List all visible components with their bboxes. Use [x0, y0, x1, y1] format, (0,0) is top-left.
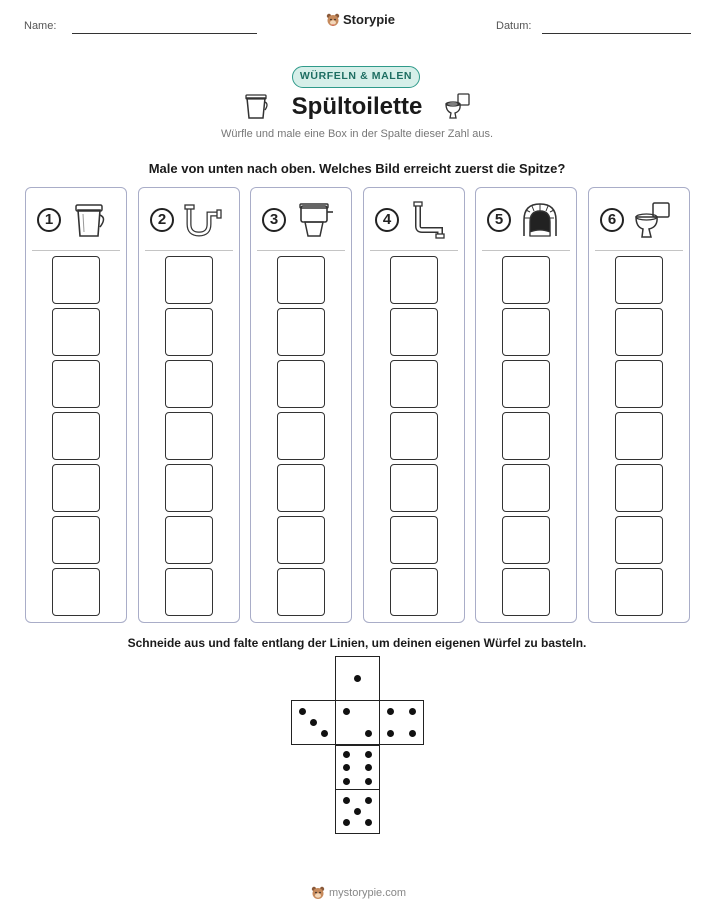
die-pip: [365, 819, 372, 826]
column-divider: [32, 250, 120, 251]
column-number: 5: [487, 208, 511, 232]
dice-column-5: [475, 187, 577, 623]
color-box[interactable]: [52, 256, 100, 304]
column-divider: [370, 250, 458, 251]
dice-column-1: [25, 187, 127, 623]
die-pip: [365, 730, 372, 737]
die-pip: [354, 808, 361, 815]
die-pip: [387, 730, 394, 737]
color-box[interactable]: [52, 516, 100, 564]
die-pip: [409, 730, 416, 737]
color-box[interactable]: [277, 516, 325, 564]
color-box[interactable]: [52, 568, 100, 616]
die-pip: [343, 778, 350, 785]
column-divider: [482, 250, 570, 251]
subtitle: Würfle und male eine Box in der Spalte dieser Zahl aus.: [220, 128, 494, 140]
die-face-5: [335, 789, 380, 834]
die-face-1: [335, 656, 380, 701]
color-box[interactable]: [165, 464, 213, 512]
color-box[interactable]: [165, 360, 213, 408]
name-label: Name:: [24, 20, 57, 32]
color-box[interactable]: [615, 308, 663, 356]
column-divider: [595, 250, 683, 251]
color-box[interactable]: [277, 308, 325, 356]
color-box[interactable]: [277, 412, 325, 460]
die-pip: [299, 708, 306, 715]
color-box[interactable]: [277, 256, 325, 304]
color-box[interactable]: [502, 568, 550, 616]
color-box[interactable]: [615, 464, 663, 512]
pipe-elbow-icon: [408, 200, 448, 240]
color-box[interactable]: [390, 412, 438, 460]
dice-column-2: [138, 187, 240, 623]
die-pip: [343, 819, 350, 826]
color-box[interactable]: [502, 256, 550, 304]
bucket-icon: [70, 200, 110, 240]
column-number: 4: [375, 208, 399, 232]
die-pip: [365, 797, 372, 804]
color-box[interactable]: [502, 308, 550, 356]
column-number: 3: [262, 208, 286, 232]
die-pip: [365, 764, 372, 771]
color-box[interactable]: [52, 412, 100, 460]
color-box[interactable]: [615, 360, 663, 408]
color-box[interactable]: [390, 516, 438, 564]
color-box[interactable]: [277, 464, 325, 512]
column-divider: [257, 250, 345, 251]
color-box[interactable]: [615, 412, 663, 460]
color-box[interactable]: [390, 360, 438, 408]
activity-badge: WÜRFELN & MALEN: [292, 66, 420, 88]
color-box[interactable]: [615, 516, 663, 564]
toilet-icon: [633, 200, 673, 240]
dice-column-6: [588, 187, 690, 623]
cut-instruction: Schneide aus und falte entlang der Linien, um deinen eigenen Würfel zu basteln.: [127, 636, 587, 650]
footer-text: mystorypie.com: [329, 887, 407, 899]
dice-column-4: [363, 187, 465, 623]
color-box[interactable]: [165, 516, 213, 564]
color-box[interactable]: [390, 256, 438, 304]
die-pip: [343, 764, 350, 771]
color-box[interactable]: [277, 568, 325, 616]
instruction: Male von unten nach oben. Welches Bild erreicht zuerst die Spitze?: [148, 161, 566, 176]
color-box[interactable]: [277, 360, 325, 408]
color-box[interactable]: [390, 568, 438, 616]
die-pip: [310, 719, 317, 726]
color-box[interactable]: [390, 308, 438, 356]
color-box[interactable]: [52, 360, 100, 408]
color-box[interactable]: [615, 568, 663, 616]
color-box[interactable]: [52, 308, 100, 356]
die-pip: [343, 708, 350, 715]
die-face-6: [335, 745, 380, 790]
color-box[interactable]: [390, 464, 438, 512]
die-pip: [343, 751, 350, 758]
color-box[interactable]: [502, 464, 550, 512]
column-number: 6: [600, 208, 624, 232]
die-pip: [365, 778, 372, 785]
logo: [326, 12, 395, 27]
pipe-u-bend-icon: [183, 200, 223, 240]
die-face-2: [335, 700, 380, 745]
date-line[interactable]: [542, 33, 691, 34]
die-pip: [409, 708, 416, 715]
color-box[interactable]: [615, 256, 663, 304]
logo-text: Storypie: [343, 12, 396, 27]
date-label: Datum:: [496, 20, 532, 32]
name-line[interactable]: [72, 33, 257, 34]
column-number: 1: [37, 208, 61, 232]
die-face-4: [379, 700, 424, 745]
dice-column-3: [250, 187, 352, 623]
die-pip: [365, 751, 372, 758]
color-box[interactable]: [502, 516, 550, 564]
column-number: 2: [150, 208, 174, 232]
color-box[interactable]: [165, 256, 213, 304]
column-divider: [145, 250, 233, 251]
die-pip: [321, 730, 328, 737]
die-pip: [354, 675, 361, 682]
bear-logo-icon: [326, 13, 340, 27]
sewer-tunnel-icon: [520, 200, 560, 240]
color-box[interactable]: [165, 308, 213, 356]
toilet-icon: [443, 91, 471, 121]
color-box[interactable]: [52, 464, 100, 512]
color-box[interactable]: [502, 412, 550, 460]
die-pip: [343, 797, 350, 804]
page-title: Spültoilette: [291, 93, 423, 120]
bear-logo-icon: [311, 886, 325, 900]
color-box[interactable]: [502, 360, 550, 408]
die-pip: [387, 708, 394, 715]
color-box[interactable]: [165, 412, 213, 460]
color-box[interactable]: [165, 568, 213, 616]
toilet-tank-icon: [295, 200, 335, 240]
die-face-3: [291, 700, 336, 745]
footer: [311, 886, 406, 900]
